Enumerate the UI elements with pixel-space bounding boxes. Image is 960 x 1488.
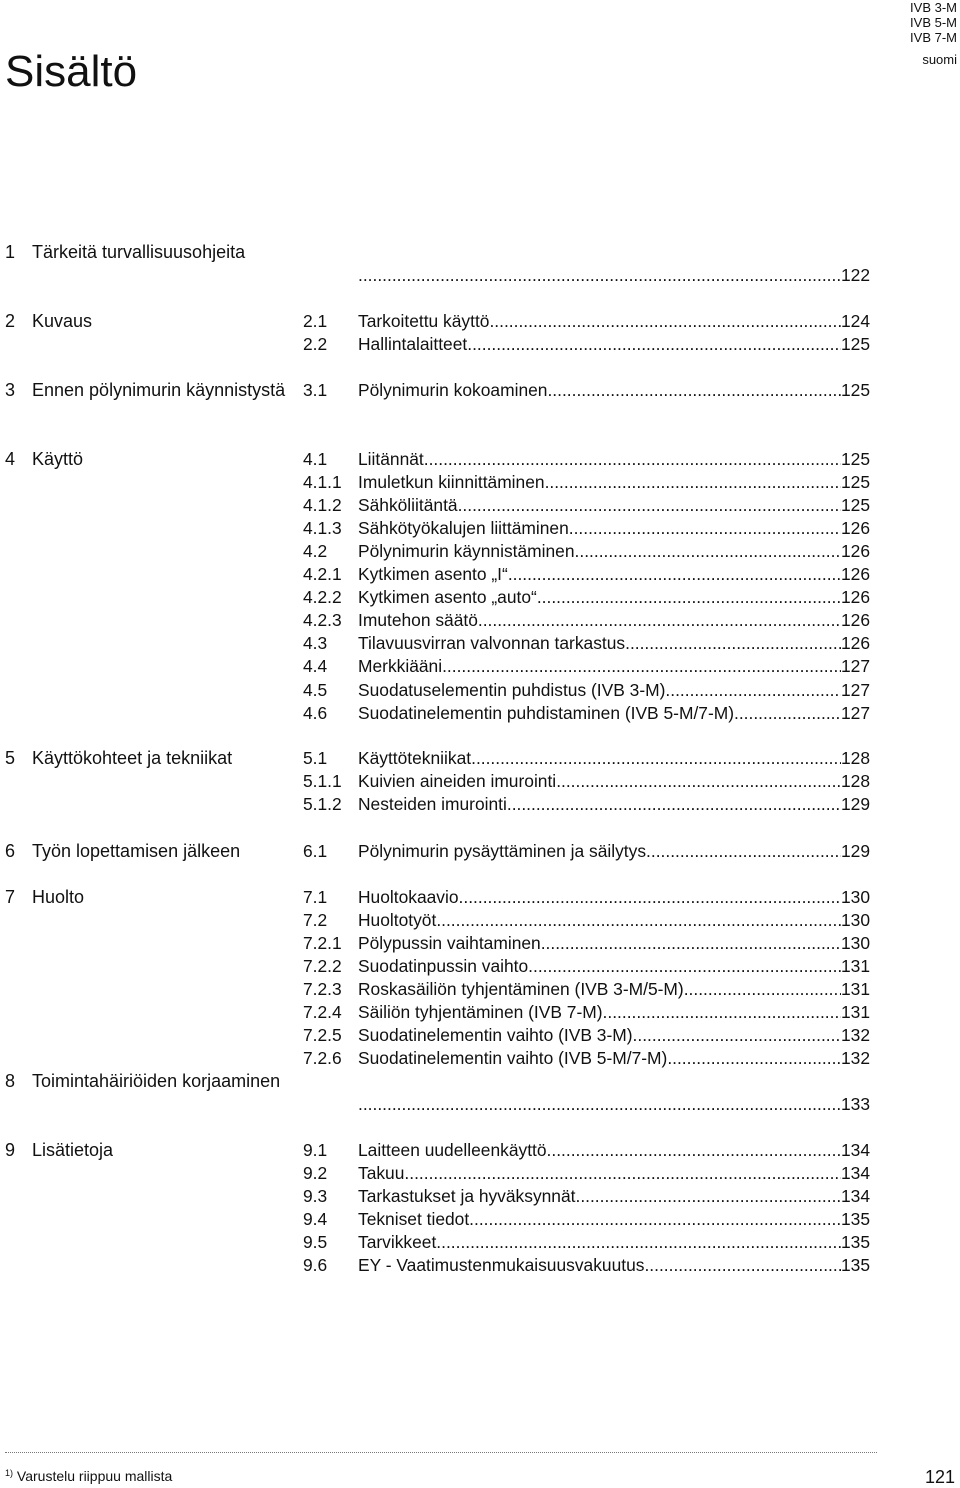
dot-leader: [667, 1047, 841, 1070]
dot-leader: [471, 747, 841, 770]
entry-page-number: 125: [840, 334, 870, 355]
entry-number: 2.2: [303, 334, 328, 355]
toc-entry[interactable]: [303, 1162, 870, 1185]
entry-title: Tarkoitettu käyttö: [358, 311, 490, 331]
section-number: 9: [5, 1140, 16, 1160]
entry-number: 9.5: [303, 1232, 328, 1253]
dot-leader: [442, 655, 841, 678]
entry-title: Sähkötyökalujen liittäminen: [358, 518, 569, 539]
entry-page-number: 134: [840, 1186, 870, 1207]
dot-leader: [569, 517, 841, 540]
toc-entry[interactable]: [303, 1001, 870, 1024]
entry-number: 4.3: [303, 633, 328, 654]
toc-entry[interactable]: [303, 379, 870, 402]
entry-line: [358, 540, 870, 563]
toc-entry[interactable]: [303, 1139, 870, 1162]
toc-entry[interactable]: [303, 770, 870, 793]
entry-number: 4.5: [303, 679, 328, 700]
toc-entry[interactable]: [303, 586, 870, 609]
entry-title: Pölynimurin pysäyttäminen ja säilytys: [358, 841, 647, 861]
entry-page-number: 130: [840, 933, 870, 954]
entry-page-number: 132: [840, 1048, 870, 1069]
dot-leader: [467, 333, 841, 356]
entry-page-number: 126: [840, 564, 870, 585]
entry-number: 6.1: [303, 841, 328, 861]
dot-leader: [603, 1001, 841, 1024]
entry-number: 5.1.1: [303, 771, 342, 792]
dot-leader: [424, 448, 841, 471]
entry-line: [358, 494, 870, 517]
section-title[interactable]: Työn lopettamisen jälkeen: [32, 841, 241, 861]
entry-line: [358, 333, 870, 356]
section-number: 5: [5, 748, 16, 768]
entry-title: Huoltokaavio: [358, 887, 459, 907]
entry-title: Suodatinelementin puhdistaminen (IVB 5-M/7-M): [358, 702, 735, 723]
entry-line: [358, 1024, 870, 1047]
entry-line: [358, 1001, 870, 1024]
entry-page-number: 130: [840, 910, 870, 931]
entry-page-number: 128: [840, 748, 870, 768]
entry-line: [358, 1254, 870, 1277]
entry-page-number: 129: [840, 794, 870, 815]
entry-number: 9.2: [303, 1163, 328, 1184]
toc-entry[interactable]: [303, 1047, 870, 1070]
entry-line: [358, 747, 870, 770]
entry-title: Kytkimen asento „I“: [358, 564, 508, 585]
dot-leader: [358, 1093, 841, 1116]
toc-entry[interactable]: [303, 793, 870, 816]
toc-entry[interactable]: [303, 517, 870, 540]
entry-number: 7.2.5: [303, 1025, 342, 1046]
entry-line: [358, 978, 870, 1001]
entry-line: [358, 379, 870, 402]
entry-line: [358, 471, 870, 494]
entry-title: Pölypussin vaihtaminen: [358, 933, 541, 954]
entry-line: [358, 840, 870, 863]
section-title[interactable]: Lisätietoja: [32, 1140, 114, 1160]
entry-line: [358, 1093, 870, 1116]
entry-title: Suodatinelementin vaihto (IVB 5-M/7-M): [358, 1048, 668, 1069]
entry-line: [358, 679, 870, 702]
entry-number: 4.2.3: [303, 610, 342, 631]
entry-title: EY - Vaatimustenmukaisuusvakuutus: [358, 1255, 645, 1276]
entry-title: Pölynimurin käynnistäminen: [358, 541, 575, 562]
entry-title: Merkkiääni: [358, 656, 443, 677]
toc-entry[interactable]: [303, 471, 870, 494]
dot-leader: [547, 1139, 841, 1162]
toc-entry[interactable]: [303, 909, 870, 932]
entry-title: Käyttötekniikat: [358, 748, 472, 768]
toc-entry[interactable]: [303, 563, 870, 586]
toc-entry[interactable]: [303, 840, 870, 863]
entry-page-number: 127: [840, 702, 870, 723]
model-list: [910, 0, 957, 45]
toc-entry[interactable]: [303, 632, 870, 655]
toc-entry[interactable]: [303, 932, 870, 955]
toc-entry[interactable]: [303, 886, 870, 909]
toc-entry[interactable]: [303, 1231, 870, 1254]
entry-title: Suodatinpussin vaihto: [358, 956, 529, 977]
language-label: suomi: [922, 52, 957, 67]
page-title: Sisältö: [5, 47, 138, 96]
toc-entry[interactable]: [303, 747, 870, 770]
entry-number: 2.1: [303, 311, 328, 331]
entry-number: 4.2.1: [303, 564, 342, 585]
dot-leader: [644, 1254, 841, 1277]
entry-page-number: 125: [840, 380, 870, 400]
entry-page-number: 131: [840, 1002, 870, 1023]
entry-page-number: 131: [840, 979, 870, 1000]
entry-number: 4.6: [303, 702, 328, 723]
entry-page-number: 129: [840, 841, 870, 861]
model-name: IVB 7-M: [910, 30, 957, 45]
entry-number: 7.2.4: [303, 1002, 342, 1023]
entry-title: Huoltotyöt: [358, 910, 437, 931]
toc-entry[interactable]: [303, 1185, 870, 1208]
entry-page-number: 135: [840, 1209, 870, 1230]
footnote: [5, 1464, 172, 1485]
entry-page-number: 126: [840, 633, 870, 654]
section-title[interactable]: Käyttö: [32, 449, 84, 469]
section-title[interactable]: Käyttökohteet ja tekniikat: [32, 748, 233, 768]
entry-title: Imuletkun kiinnittäminen: [358, 472, 545, 493]
entry-title: Kuivien aineiden imurointi: [358, 771, 557, 792]
entry-number: 7.2.1: [303, 933, 342, 954]
entry-number: 7.2.6: [303, 1048, 342, 1069]
entry-page-number: 122: [840, 265, 870, 285]
entry-page-number: 133: [840, 1094, 870, 1114]
entry-title: Kytkimen asento „auto“: [358, 587, 537, 608]
toc-entry[interactable]: [303, 679, 870, 702]
section-number: 7: [5, 887, 16, 907]
entry-number: 4.1.3: [303, 518, 342, 539]
toc-entry[interactable]: [303, 333, 870, 356]
dot-leader: [633, 1024, 841, 1047]
entry-line: [358, 1162, 870, 1185]
entry-title: Tilavuusvirran valvonnan tarkastus: [358, 633, 626, 654]
section-title[interactable]: Toimintahäiriöiden korjaaminen: [32, 1071, 281, 1091]
toc-entry[interactable]: [303, 1093, 870, 1116]
entry-page-number: 125: [840, 449, 870, 469]
toc-entry[interactable]: [303, 955, 870, 978]
toc-entry[interactable]: [303, 1254, 870, 1277]
entry-number: 7.1: [303, 887, 328, 907]
entry-number: 9.4: [303, 1209, 328, 1230]
toc-entry[interactable]: [303, 264, 870, 287]
entry-line: [358, 609, 870, 632]
dot-leader: [478, 609, 841, 632]
entry-title: Suodatuselementin puhdistus (IVB 3-M): [358, 679, 666, 700]
toc-entry[interactable]: [303, 1208, 870, 1231]
section-number: 6: [5, 841, 16, 861]
dot-leader: [646, 840, 841, 863]
entry-number: 4.4: [303, 656, 328, 677]
entry-line: [358, 770, 870, 793]
toc-entry[interactable]: [303, 310, 870, 333]
toc-entry[interactable]: [303, 702, 870, 725]
dot-leader: [625, 632, 841, 655]
toc-entry[interactable]: [303, 609, 870, 632]
entry-number: 7.2.2: [303, 956, 342, 977]
entry-title: Nesteiden imurointi: [358, 794, 507, 815]
section-number: 3: [5, 380, 16, 400]
entry-page-number: 124: [840, 311, 870, 331]
dot-leader: [507, 793, 841, 816]
entry-page-number: 130: [840, 887, 870, 907]
entry-page-number: 125: [840, 472, 870, 493]
entry-page-number: 126: [840, 518, 870, 539]
dot-leader: [665, 679, 841, 702]
entry-page-number: 134: [840, 1140, 870, 1160]
toc-entry[interactable]: [303, 1024, 870, 1047]
entry-number: 4.2.2: [303, 587, 342, 608]
entry-page-number: 127: [840, 656, 870, 677]
footnote-text: Varustelu riippuu mallista: [16, 1468, 173, 1484]
entry-line: [358, 793, 870, 816]
dot-leader: [469, 1208, 841, 1231]
entry-line: [358, 1231, 870, 1254]
entry-line: [358, 310, 870, 333]
entry-number: 4.1.1: [303, 472, 342, 493]
entry-number: 9.1: [303, 1140, 328, 1160]
dot-leader: [458, 494, 841, 517]
section-title[interactable]: Kuvaus: [32, 311, 93, 331]
dot-leader: [541, 932, 841, 955]
entry-page-number: 125: [840, 495, 870, 516]
dot-leader: [575, 1185, 841, 1208]
entry-number: 3.1: [303, 380, 328, 400]
dot-leader: [684, 978, 841, 1001]
entry-title: Sähköliitäntä: [358, 495, 458, 516]
entry-line: [358, 586, 870, 609]
entry-line: [358, 563, 870, 586]
entry-line: [358, 702, 870, 725]
toc-entry[interactable]: [303, 448, 870, 471]
dot-leader: [436, 909, 841, 932]
entry-number: 4.2: [303, 541, 328, 562]
dot-leader: [545, 471, 841, 494]
entry-line: [358, 1139, 870, 1162]
section-number: 2: [5, 311, 16, 331]
entry-title: Tarkastukset ja hyväksynnät: [358, 1186, 576, 1207]
dot-leader: [358, 264, 841, 287]
footnote-mark: 1): [5, 1468, 14, 1478]
entry-line: [358, 909, 870, 932]
entry-title: Imutehon säätö: [358, 610, 478, 631]
section-number: 1: [5, 242, 16, 262]
entry-line: [358, 264, 870, 287]
entry-title: Laitteen uudelleenkäyttö: [358, 1140, 547, 1160]
entry-page-number: 126: [840, 610, 870, 631]
entry-title: Liitännät: [358, 449, 424, 469]
entry-number: 7.2.3: [303, 979, 342, 1000]
model-name: IVB 5-M: [910, 15, 957, 30]
entry-title: Pölynimurin kokoaminen: [358, 380, 548, 400]
dot-leader: [436, 1231, 841, 1254]
dot-leader: [528, 955, 841, 978]
entry-number: 7.2: [303, 910, 328, 931]
entry-page-number: 132: [840, 1025, 870, 1046]
entry-number: 5.1: [303, 748, 328, 768]
dot-leader: [459, 886, 841, 909]
page-number: 121: [924, 1467, 955, 1487]
entry-line: [358, 1047, 870, 1070]
dot-leader: [547, 379, 841, 402]
entry-page-number: 128: [840, 771, 870, 792]
entry-page-number: 127: [840, 679, 870, 700]
entry-number: 4.1.2: [303, 495, 342, 516]
entry-page-number: 126: [840, 541, 870, 562]
dot-leader: [556, 770, 841, 793]
entry-line: [358, 632, 870, 655]
entry-line: [358, 655, 870, 678]
entry-page-number: 135: [840, 1232, 870, 1253]
entry-line: [358, 955, 870, 978]
dot-leader: [508, 563, 841, 586]
toc-entry[interactable]: [303, 494, 870, 517]
footnote-divider: [5, 1452, 877, 1453]
entry-number: 4.1: [303, 449, 328, 469]
dot-leader: [734, 702, 841, 725]
entry-page-number: 126: [840, 587, 870, 608]
toc-entry[interactable]: [303, 978, 870, 1001]
entry-number: 9.3: [303, 1186, 328, 1207]
section-title[interactable]: Tärkeitä turvallisuusohjeita: [32, 242, 246, 262]
dot-leader: [575, 540, 841, 563]
entry-title: Suodatinelementin vaihto (IVB 3-M): [358, 1025, 633, 1046]
section-number: 8: [5, 1071, 16, 1091]
entry-title: Tarvikkeet: [358, 1232, 437, 1253]
dot-leader: [537, 586, 841, 609]
entry-page-number: 134: [840, 1163, 870, 1184]
entry-number: 5.1.2: [303, 794, 342, 815]
entry-title: Takuu: [358, 1163, 405, 1184]
toc-entry[interactable]: [303, 540, 870, 563]
entry-page-number: 135: [840, 1255, 870, 1276]
entry-line: [358, 932, 870, 955]
entry-title: Tekniset tiedot: [358, 1209, 470, 1230]
entry-title: Hallintalaitteet: [358, 334, 468, 355]
entry-page-number: 131: [840, 956, 870, 977]
entry-line: [358, 886, 870, 909]
entry-title: Roskasäiliön tyhjentäminen (IVB 3-M/5-M): [358, 979, 684, 1000]
section-number: 4: [5, 449, 16, 469]
entry-line: [358, 448, 870, 471]
model-name: IVB 3-M: [910, 0, 957, 15]
toc-entry[interactable]: [303, 655, 870, 678]
dot-leader: [404, 1162, 841, 1185]
entry-line: [358, 1208, 870, 1231]
section-title[interactable]: Ennen pölynimurin käynnistystä: [32, 380, 286, 400]
entry-line: [358, 1185, 870, 1208]
entry-number: 9.6: [303, 1255, 328, 1276]
section-title[interactable]: Huolto: [32, 887, 85, 907]
entry-title: Säiliön tyhjentäminen (IVB 7-M): [358, 1002, 603, 1023]
dot-leader: [489, 310, 841, 333]
entry-line: [358, 517, 870, 540]
